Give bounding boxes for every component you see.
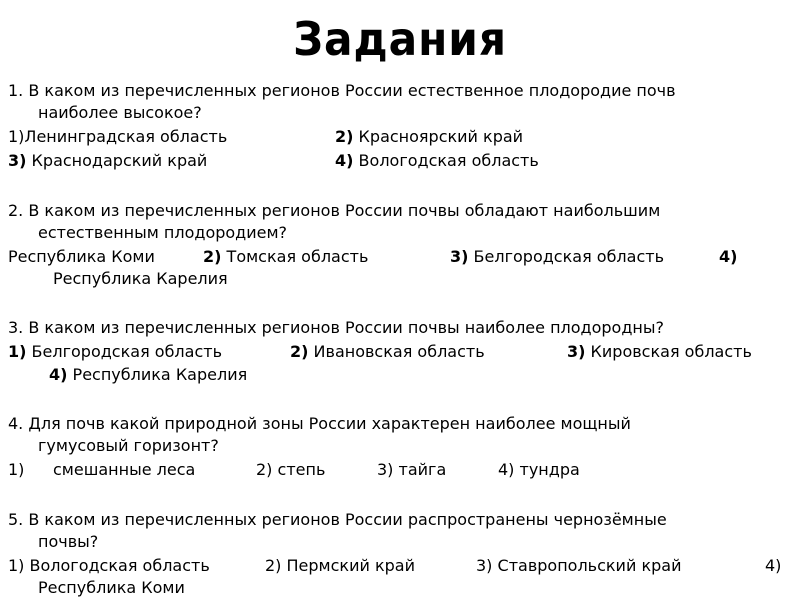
answer-4-4 — [498, 460, 580, 480]
answer-number: 4) — [49, 365, 68, 384]
question-text: В каком из перечисленных регионов России почвы наиболее плодородны? — [28, 318, 664, 337]
answer-number: 4) — [335, 151, 354, 170]
answer-2-4-number — [719, 247, 737, 267]
answer-number: 3) — [8, 151, 27, 170]
question-number: 1. — [8, 81, 24, 100]
answer-5-4-label: Республика Коми — [38, 578, 185, 597]
slide-title: Задания — [293, 12, 507, 66]
answer-3-1 — [8, 342, 222, 362]
answer-label: тундра — [519, 460, 580, 479]
answer-label: Томская область — [226, 247, 369, 266]
answer-label: Республика Коми — [8, 247, 155, 266]
question-5-line-2: почвы? — [38, 532, 99, 551]
answer-label: Красноярский край — [358, 127, 524, 146]
answer-number: 4) — [719, 247, 738, 266]
answer-number: 2) — [335, 127, 354, 146]
question-2-line-1 — [8, 201, 660, 221]
question-4-line-1 — [8, 414, 631, 434]
answer-number: 4) — [498, 460, 515, 479]
answer-4-2 — [256, 460, 325, 480]
answer-number: 1) — [8, 556, 25, 575]
question-4-line-2: гумусовый горизонт? — [38, 436, 219, 455]
answer-number: 1) — [8, 127, 25, 146]
answer-number: 3) — [450, 247, 469, 266]
answer-label: Кировская область — [590, 342, 752, 361]
answer-2-1 — [8, 247, 155, 267]
answer-2-4-label: Республика Карелия — [53, 269, 228, 288]
answer-label: тайга — [398, 460, 447, 479]
answer-number: 2) — [203, 247, 222, 266]
answer-3-4 — [49, 365, 247, 385]
question-text: В каком из перечисленных регионов России почвы обладают наибольшим — [28, 201, 661, 220]
answer-label: Ленинградская область — [24, 127, 228, 146]
answer-label: Краснодарский край — [31, 151, 208, 170]
answer-number: 2) — [290, 342, 309, 361]
answer-number: 3) — [567, 342, 586, 361]
answer-label: Вологодская область — [358, 151, 539, 170]
answer-5-1 — [8, 556, 210, 576]
question-1-line-1 — [8, 81, 676, 101]
answer-3-2 — [290, 342, 485, 362]
question-5-line-1 — [8, 510, 667, 530]
answer-label: Вологодская область — [29, 556, 210, 575]
question-number: 3. — [8, 318, 24, 337]
answer-label: Ставропольский край — [497, 556, 682, 575]
answer-number: 3) — [377, 460, 394, 479]
answer-5-3 — [476, 556, 681, 576]
answer-5-4-number: 4) — [765, 556, 782, 575]
answer-3-3 — [567, 342, 752, 362]
answer-number: 1) — [8, 342, 27, 361]
question-text: В каком из перечисленных регионов России распространены чернозёмные — [28, 510, 667, 529]
question-2-line-2: естественным плодородием? — [38, 223, 288, 242]
question-number: 5. — [8, 510, 24, 529]
answer-label: Белгородская область — [31, 342, 223, 361]
answer-1-3 — [8, 151, 207, 171]
answer-1-1 — [8, 127, 227, 147]
answer-4-1-label: смешанные леса — [53, 460, 196, 479]
question-1-line-2: наиболее высокое? — [38, 103, 202, 122]
answer-label: Пермский край — [286, 556, 415, 575]
answer-1-2 — [335, 127, 523, 147]
answer-2-3 — [450, 247, 664, 267]
answer-label: степь — [277, 460, 326, 479]
question-number: 2. — [8, 201, 24, 220]
answer-label: Ивановская область — [313, 342, 485, 361]
answer-number: 2) — [256, 460, 273, 479]
answer-1-4 — [335, 151, 539, 171]
question-text: Для почв какой природной зоны России характерен наиболее мощный — [28, 414, 631, 433]
answer-number: 2) — [265, 556, 282, 575]
answer-number: 3) — [476, 556, 493, 575]
answer-2-2 — [203, 247, 368, 267]
question-text: В каком из перечисленных регионов России естественное плодородие почв — [28, 81, 676, 100]
answer-5-2 — [265, 556, 415, 576]
answer-label: Республика Карелия — [72, 365, 248, 384]
answer-4-3 — [377, 460, 446, 480]
question-number: 4. — [8, 414, 24, 433]
answer-4-1-number: 1) — [8, 460, 25, 479]
answer-label: Белгородская область — [473, 247, 665, 266]
question-3-line-1 — [8, 318, 664, 338]
